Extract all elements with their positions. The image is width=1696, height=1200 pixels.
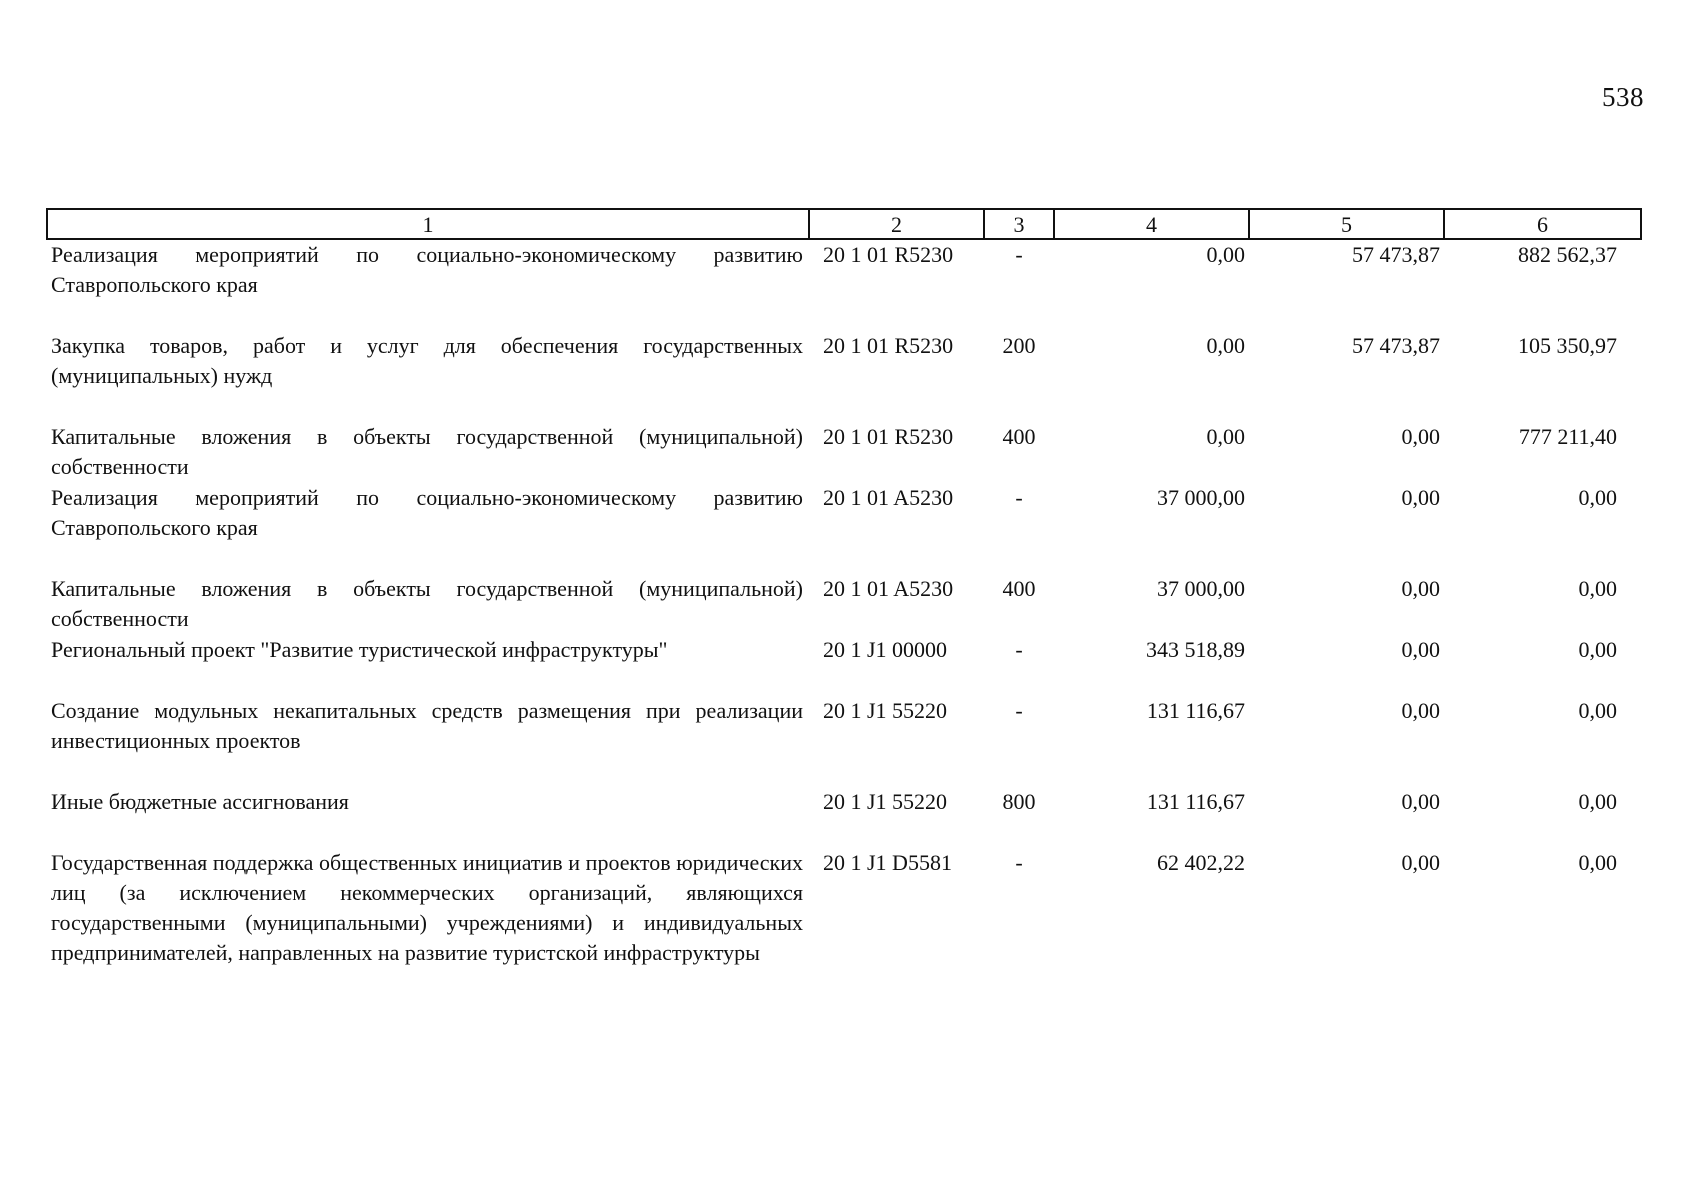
budget-table [46,208,1642,969]
row-name: Реализация мероприятий по социально-экономическому развитию Ставропольского края [51,242,803,297]
row-amount-col6: 0,00 [1578,789,1617,814]
table-row [47,787,1641,848]
row-expense-type: 400 [1002,424,1036,449]
row-amount-col4: 0,00 [1206,333,1245,358]
table-row [47,635,1641,696]
table-row [47,483,1641,574]
row-amount-col5: 57 473,87 [1352,333,1440,358]
row-name: Иные бюджетные ассигнования [51,789,349,814]
page-number: 538 [1602,82,1644,112]
row-target-code: 20 1 J1 55220 [823,698,948,723]
row-amount-col5: 0,00 [1401,637,1440,662]
row-amount-col5: 0,00 [1401,850,1440,875]
row-target-code: 20 1 J1 00000 [823,637,948,662]
row-expense-type: - [1015,637,1023,662]
row-expense-type: 800 [1002,789,1036,814]
column-number-header-row [47,209,1641,239]
row-amount-col6: 0,00 [1578,850,1617,875]
table-row [47,848,1641,969]
row-amount-col4: 62 402,22 [1157,850,1245,875]
table-row [47,422,1641,483]
row-amount-col5: 0,00 [1401,424,1440,449]
row-amount-col5: 0,00 [1401,576,1440,601]
row-name: Капитальные вложения в объекты государственной (муниципальной) собственности [51,576,803,631]
row-amount-col5: 0,00 [1401,698,1440,723]
row-target-code: 20 1 01 R5230 [823,242,954,267]
table-row [47,574,1641,635]
column-header-3: 3 [984,209,1054,239]
row-name: Государственная поддержка общественных инициатив и проектов юридических лиц (за исключением некоммерческих организаций, являющихся государственными (муниципальными) учреждениями) и индивидуальных предпринимателей, направленных на развитие туристской инфраструктуры [51,850,803,965]
row-name: Региональный проект "Развитие туристической инфраструктуры" [51,637,668,662]
column-header-2: 2 [809,209,984,239]
column-header-6: 6 [1444,209,1641,239]
row-amount-col6: 0,00 [1578,698,1617,723]
row-expense-type: 400 [1002,576,1036,601]
row-target-code: 20 1 01 A5230 [823,485,954,510]
row-amount-col6: 777 211,40 [1518,424,1617,449]
row-amount-col6: 105 350,97 [1518,333,1617,358]
row-name: Реализация мероприятий по социально-экономическому развитию Ставропольского края [51,485,803,540]
row-expense-type: - [1015,698,1023,723]
row-amount-col6: 0,00 [1578,637,1617,662]
row-amount-col4: 37 000,00 [1157,576,1245,601]
row-amount-col5: 0,00 [1401,485,1440,510]
row-amount-col6: 882 562,37 [1518,242,1617,267]
row-expense-type: 200 [1002,333,1036,358]
row-amount-col5: 0,00 [1401,789,1440,814]
row-amount-col5: 57 473,87 [1352,242,1440,267]
row-target-code: 20 1 J1 D5581 [823,850,952,875]
table-row [47,331,1641,422]
row-amount-col4: 37 000,00 [1157,485,1245,510]
row-target-code: 20 1 01 A5230 [823,576,954,601]
table-row [47,239,1641,331]
row-name: Капитальные вложения в объекты государственной (муниципальной) собственности [51,424,803,479]
row-name: Создание модульных некапитальных средств размещения при реализации инвестиционных проектов [51,698,803,753]
row-expense-type: - [1015,850,1023,875]
row-amount-col4: 343 518,89 [1146,637,1245,662]
column-header-1: 1 [47,209,809,239]
row-amount-col4: 131 116,67 [1146,789,1245,814]
row-amount-col6: 0,00 [1578,576,1617,601]
row-target-code: 20 1 01 R5230 [823,424,954,449]
row-name: Закупка товаров, работ и услуг для обеспечения государственных (муниципальных) нужд [51,333,803,388]
row-amount-col4: 131 116,67 [1146,698,1245,723]
column-header-4: 4 [1054,209,1249,239]
row-expense-type: - [1015,242,1023,267]
column-header-5: 5 [1249,209,1444,239]
row-target-code: 20 1 J1 55220 [823,789,948,814]
budget-table-wrapper [46,208,1640,969]
row-amount-col6: 0,00 [1578,485,1617,510]
table-row [47,696,1641,787]
row-amount-col4: 0,00 [1206,424,1245,449]
row-target-code: 20 1 01 R5230 [823,333,954,358]
row-amount-col4: 0,00 [1206,242,1245,267]
row-expense-type: - [1015,485,1023,510]
